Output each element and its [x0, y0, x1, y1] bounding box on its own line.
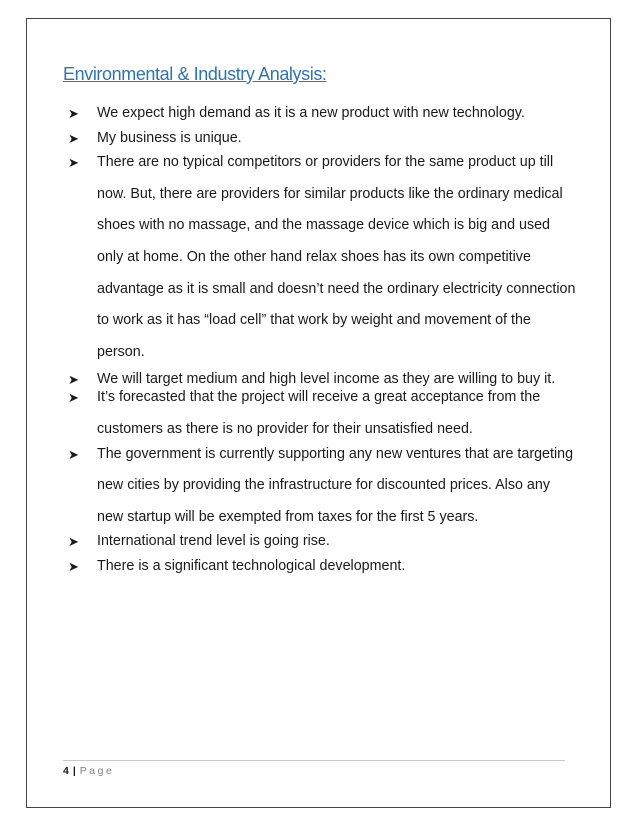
- page-number: 4: [63, 765, 69, 777]
- list-item-text: It’s forecasted that the project will receive a great acceptance from the customers as there is no provider for their unsatisfied need.: [97, 389, 541, 437]
- list-item: [68, 147, 578, 368]
- list-item-text: There are no typical competitors or providers for the same product up till now. But, there are providers for similar products like the ordinary medical shoes with no massage, and the massage device which is big and used only at home. On the other hand relax shoes has its own competitive advantage as it is small and doesn’t need the ordinary electricity connection to work as it has “load cell” that work by weight and movement of the person.: [97, 154, 576, 360]
- list-item: [68, 382, 578, 445]
- list-item: [68, 551, 578, 583]
- list-item-text: We expect high demand as it is a new product with new technology.: [97, 105, 525, 121]
- list-item-text: There is a significant technological development.: [97, 557, 406, 574]
- page-footer: [63, 765, 114, 777]
- arrow-bullet-icon: ➤: [68, 534, 79, 550]
- arrow-bullet-icon: ➤: [68, 558, 79, 574]
- list-item: [68, 439, 578, 534]
- list-item-text: My business is unique.: [97, 129, 242, 146]
- list-item-text: The government is currently supporting any new ventures that are targeting new cities by providing the infrastructure for discounted prices. Also any new startup will be exempted from taxes for the first 5 years.: [97, 445, 574, 525]
- arrow-bullet-icon: ➤: [68, 372, 79, 388]
- arrow-bullet-icon: ➤: [68, 155, 79, 171]
- footer-divider: [63, 760, 565, 761]
- arrow-bullet-icon: ➤: [68, 446, 79, 462]
- arrow-bullet-icon: ➤: [68, 106, 79, 121]
- footer-separator: |: [72, 765, 76, 777]
- arrow-bullet-icon: ➤: [68, 390, 79, 406]
- list-item-text: We will target medium and high level income as they are willing to buy it.: [97, 371, 556, 388]
- section-heading: Environmental & Industry Analysis:: [63, 64, 327, 84]
- page-label: Page: [79, 765, 115, 777]
- arrow-bullet-icon: ➤: [68, 130, 79, 146]
- bullet-list: [68, 98, 578, 583]
- list-item-text: International trend level is going rise.: [97, 533, 330, 550]
